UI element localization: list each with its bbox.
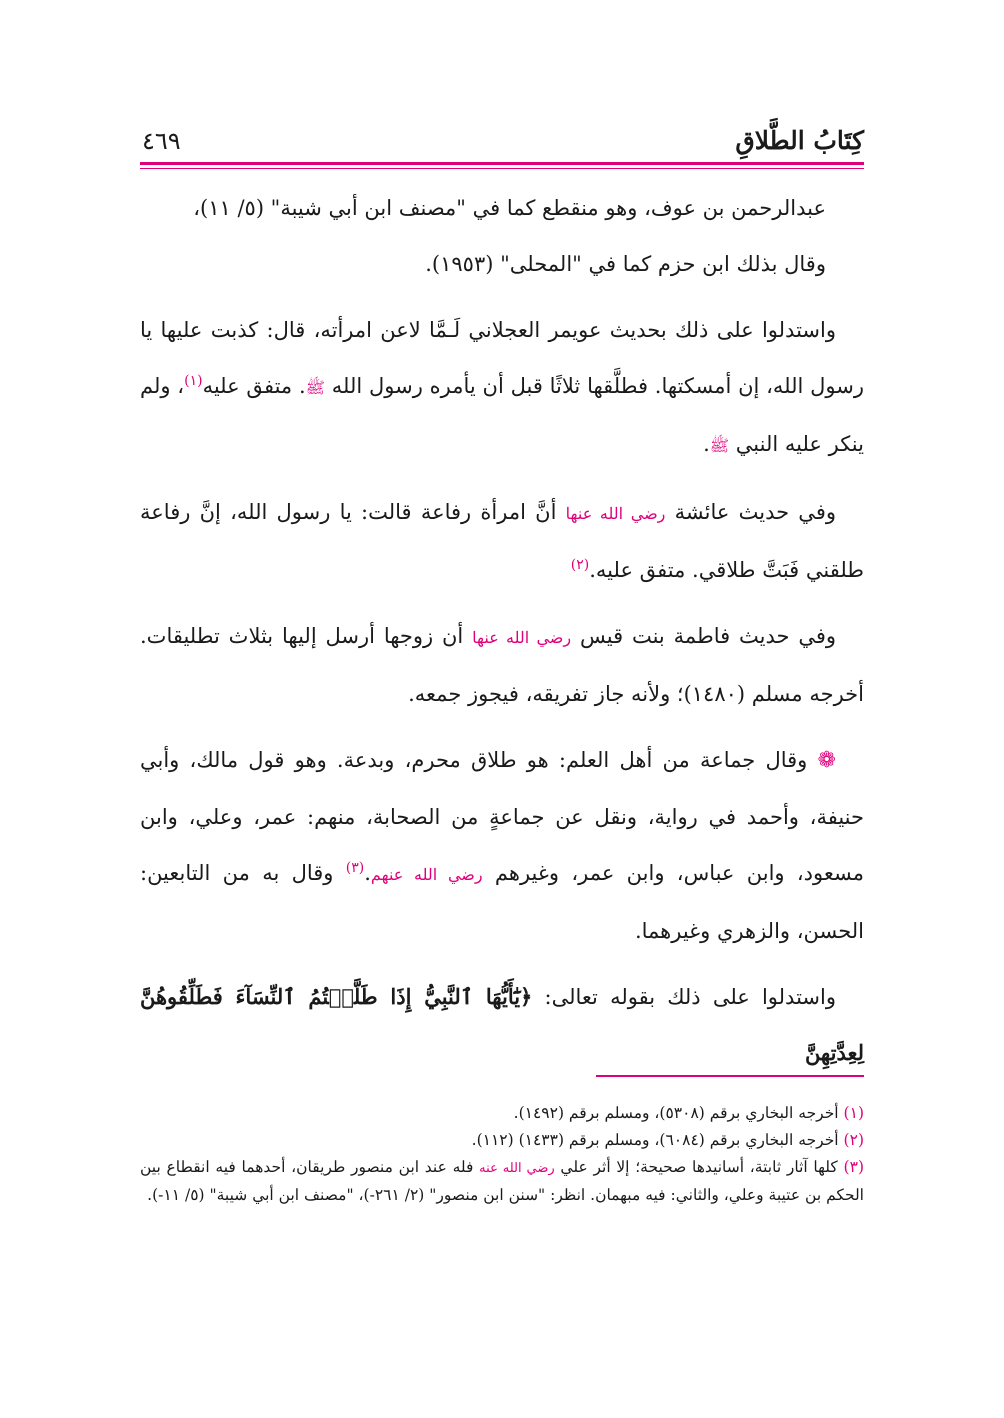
book-title: كِتَابُ الطَّلاقِ [735,126,864,155]
page-number: ٤٦٩ [142,127,181,155]
footnote-text: أخرجه البخاري برقم (٦٠٨٤)، ومسلم برقم (١٤٣٣) (١١٢). [471,1131,839,1149]
paragraph-text: واستدلوا على ذلك بقوله تعالى: [544,985,836,1009]
footnotes [140,1100,864,1209]
paragraph-text: . متفق عليه [202,374,306,398]
paragraph-second-opinion [140,732,864,959]
paragraph-evidence [140,969,864,1081]
salawat-glyph: ﷺ [305,378,325,397]
radiallahu-glyph: رضي الله عنهم [370,865,483,884]
footnote-2 [140,1127,864,1154]
paragraph-text: وفي حديث عائشة [674,500,836,524]
footnote-ref-1[interactable]: (١) [184,373,203,389]
footnote-ref-2[interactable]: (٢) [570,557,590,573]
footnote-3 [140,1154,864,1209]
radiallahu-glyph: رضي الله عنها [472,628,572,647]
footnote-text: كلها آثار ثابتة، أسانيدها صحيحة؛ إلا أثر علي [560,1158,838,1176]
salawat-glyph: ﷺ [709,436,730,455]
radiallahu-glyph: رضي الله عنه [479,1161,555,1176]
paragraph-text: أن زوجها أرسل إليها بثلاث تطليقات. أخرجه مسلم (١٤٨٠)؛ ولأنه جاز تفريقه، فيجوز جمعه. [140,624,864,706]
paragraph-text: واستدلوا على ذلك بحديث عويمر العجلاني لَـمَّا لاعن امرأته، قال: كذبت عليها يا رسول الله، إن أمسكتها. فطلَّقها ثلاثًا قبل أن يأمره رسول الله [140,318,864,398]
footnote-ref-3[interactable]: (٣) [345,860,365,876]
footnote-rule [596,1075,864,1077]
radiallahu-glyph: رضي الله عنها [565,504,666,523]
footnote-text: أخرجه البخاري برقم (٥٣٠٨)، ومسلم برقم (١٤٩٢). [513,1104,839,1122]
paragraph-line: وقال بذلك ابن حزم كما في "المحلى" (١٩٥٣). [425,252,826,276]
paragraph-text: وقال به من التابعين: الحسن، والزهري وغيرهما. [140,861,864,943]
paragraph-text: وفي حديث فاطمة بنت قيس [579,624,837,648]
body-text [140,180,864,1081]
paragraph-fatima [140,608,864,722]
flower-ornament-icon: ❁ [817,748,836,773]
header-rule-thin [140,168,864,169]
footnote-number: (٣) [843,1158,864,1176]
paragraph-line: عبدالرحمن بن عوف، وهو منقطع كما في "مصنف ابن أبي شيبة" (٥/ ١١)، [193,196,826,220]
paragraph-text: أنَّ امرأة رفاعة قالت: يا رسول الله، إنَّ رفاعة طلقني فَبَتَّ طلاقي. متفق عليه. [140,500,864,582]
header-rule [140,162,864,165]
running-header [140,124,864,158]
footnote-number: (١) [843,1104,864,1122]
paragraph-text: وقال جماعة من أهل العلم: هو طلاق محرم، وبدعة. وهو قول مالك، وأبي حنيفة، وأحمد في رواية، ونقل عن جماعةٍ من الصحابة، منهم: عمر، وعلي، وابن مسعود، وابن عباس، وابن عمر، وغيرهم [140,748,864,885]
paragraph-text: . [703,432,710,456]
footnote-1 [140,1100,864,1127]
paragraph-uwaymir [140,302,864,474]
quran-verse: ﴿يَٰٓأَيُّهَا ٱلنَّبِيُّ إِذَا طَلَّقۡتُمُ ٱلنِّسَآءَ فَطَلِّقُوهُنَّ لِعِدَّتِهِنَّ [140,984,864,1065]
paragraph-text: ، ولم ينكر عليه النبي [140,374,864,456]
paragraph-aisha [140,484,864,598]
paragraph-continuation [140,180,864,292]
paragraph-text: . [364,861,371,885]
footnote-number: (٢) [843,1131,864,1149]
footnote-text: فله عند ابن منصور طريقان، أحدهما فيه انقطاع بين الحكم بن عتيبة وعلي، والثاني: فيه مبهمان. انظر: "سنن ابن منصور" (٢/ ٢٦١-)، "مصنف ابن أبي شيبة" (٥/ ١١-). [140,1158,864,1204]
